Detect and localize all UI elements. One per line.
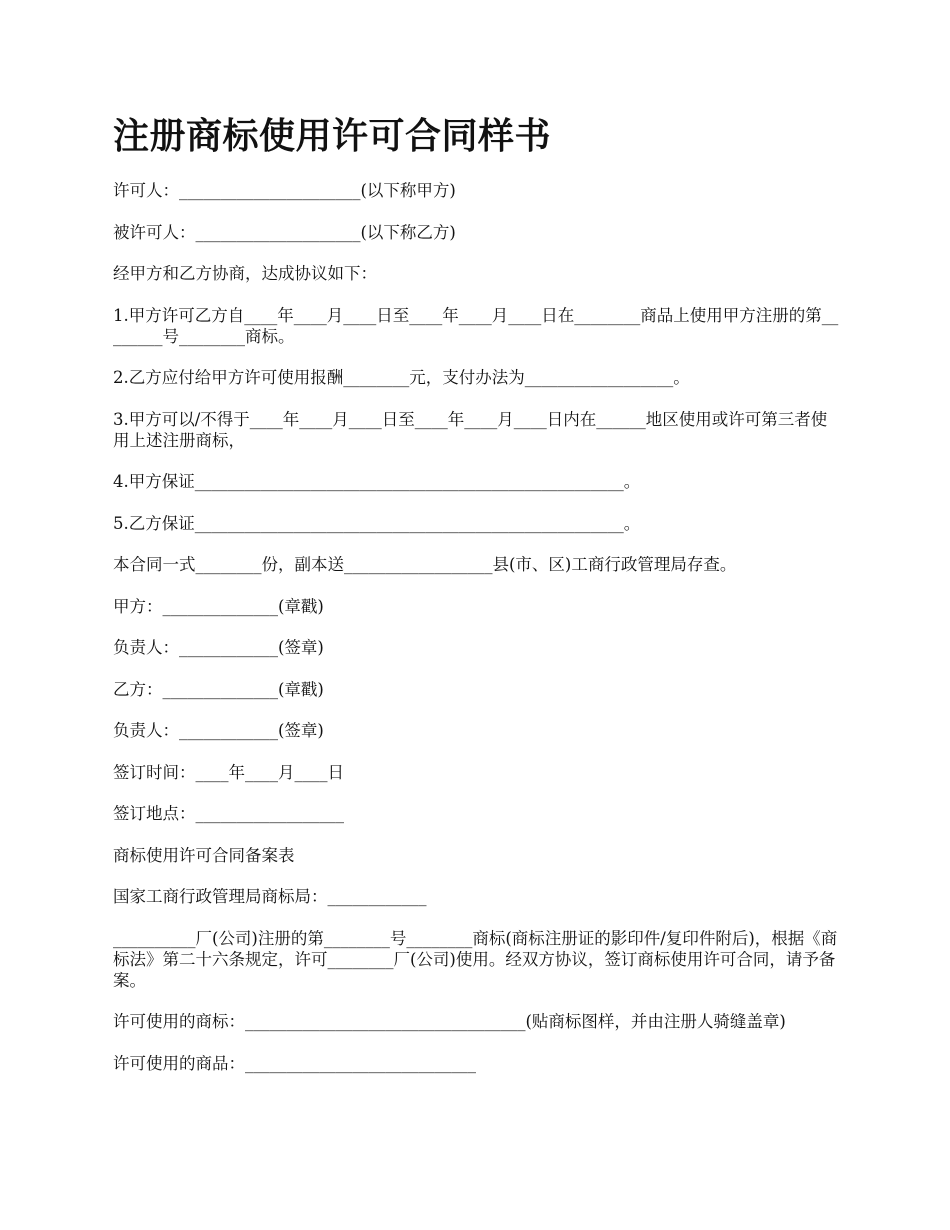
signing-date: 签订时间：____年____月____日 [113,762,344,782]
party-b-seal: 乙方：______________(章戳) [113,679,324,699]
licensed-goods-line: 许可使用的商品：____________________________ [113,1053,476,1073]
document-title: 注册商标使用许可合同样书 [113,115,552,157]
filing-form-heading: 商标使用许可合同备案表 [113,845,295,865]
clause-1: 1.甲方许可乙方自____年____月____日至____年____月____日在________商品上使用甲方注册的第________号________商标。 [113,305,839,346]
clause-3: 3.甲方可以/不得于____年____月____日至____年____月____日内在______地区使用或许可第三者使用上述注册商标， [113,409,828,450]
party-a-responsible: 负责人：____________(签章) [113,638,324,657]
filing-statement: __________厂(公司)注册的第________号________商标(商标注册证的影印件/复印件附后)，根据《商标法》第二十六条规定，许可________厂(公司)使用。经双方协议，签订商标使用许可合同，请予备案。 [113,928,838,990]
licensor-line: 许可人：______________________(以下称甲方) [113,181,456,200]
copies-line: 本合同一式________份，副本送__________________县(市、区)工商行政管理局存查。 [113,555,737,574]
clause-5: 5.乙方保证____________________________________________________。 [113,513,641,533]
licensee-line: 被许可人：____________________(以下称乙方) [113,222,456,242]
trademark-office-line: 国家工商行政管理局商标局：____________ [113,887,427,906]
signing-place: 签订地点：__________________ [113,804,344,823]
agreement-intro: 经甲方和乙方协商，达成协议如下： [113,264,377,283]
party-b-responsible: 负责人：____________(签章) [113,721,324,740]
clause-2: 2.乙方应付给甲方许可使用报酬________元，支付办法为__________________。 [113,368,690,387]
licensed-trademark-line: 许可使用的商标：__________________________________(贴商标图样，并由注册人骑缝盖章) [113,1012,786,1031]
document-page [113,108,841,1094]
party-a-seal: 甲方：______________(章戳) [113,596,324,616]
clause-4: 4.甲方保证____________________________________________________。 [113,472,641,491]
